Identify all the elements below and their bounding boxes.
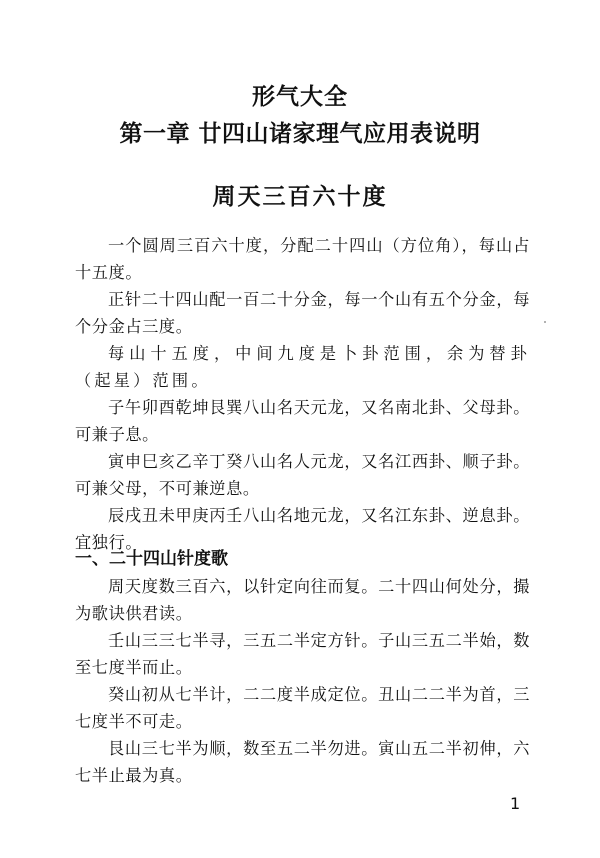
- paragraph: 周天度数三百六，以针定向往而复。二十四山何处分，撮为歌诀供君读。: [75, 577, 530, 623]
- paragraph: 辰戌丑未甲庚丙壬八山名地元龙，又名江东卦、逆息卦。宜独行。: [75, 506, 530, 552]
- chapter-title: 第一章 廿四山诸家理气应用表说明: [119, 121, 481, 147]
- scan-speck: [544, 321, 546, 323]
- paragraph: 艮山三七半为顺，数至五二半勿进。寅山五二半初伸，六七半止最为真。: [75, 739, 530, 785]
- section-body: [75, 232, 530, 556]
- paragraph: 子午卯酉乾坤艮巽八山名天元龙，又名南北卦、父母卦。可兼子息。: [75, 398, 530, 444]
- subsection-heading: 一、二十四山针度歌: [75, 549, 228, 569]
- section-title: 周天三百六十度: [212, 184, 388, 210]
- paragraph: 正针二十四山配一百二十分金，每一个山有五个分金，每个分金占三度。: [75, 290, 530, 336]
- paragraph: 寅申巳亥乙辛丁癸八山名人元龙，又名江西卦、顺子卦。可兼父母，不可兼逆息。: [75, 452, 530, 498]
- paragraph: 一个圆周三百六十度，分配二十四山（方位角），每山占十五度。: [75, 236, 530, 282]
- page-number: 1: [510, 794, 521, 813]
- paragraph: 壬山三三七半寻，三五二半定方针。子山三五二半始，数至七度半而止。: [75, 631, 530, 677]
- book-title: 形气大全: [252, 84, 348, 110]
- subsection-body: [75, 573, 530, 789]
- paragraph: 癸山初从七半计，二二度半成定位。丑山二二半为首，三七度半不可走。: [75, 685, 530, 731]
- paragraph: 每山十五度，中间九度是卜卦范围，余为替卦（起星）范围。: [75, 344, 530, 390]
